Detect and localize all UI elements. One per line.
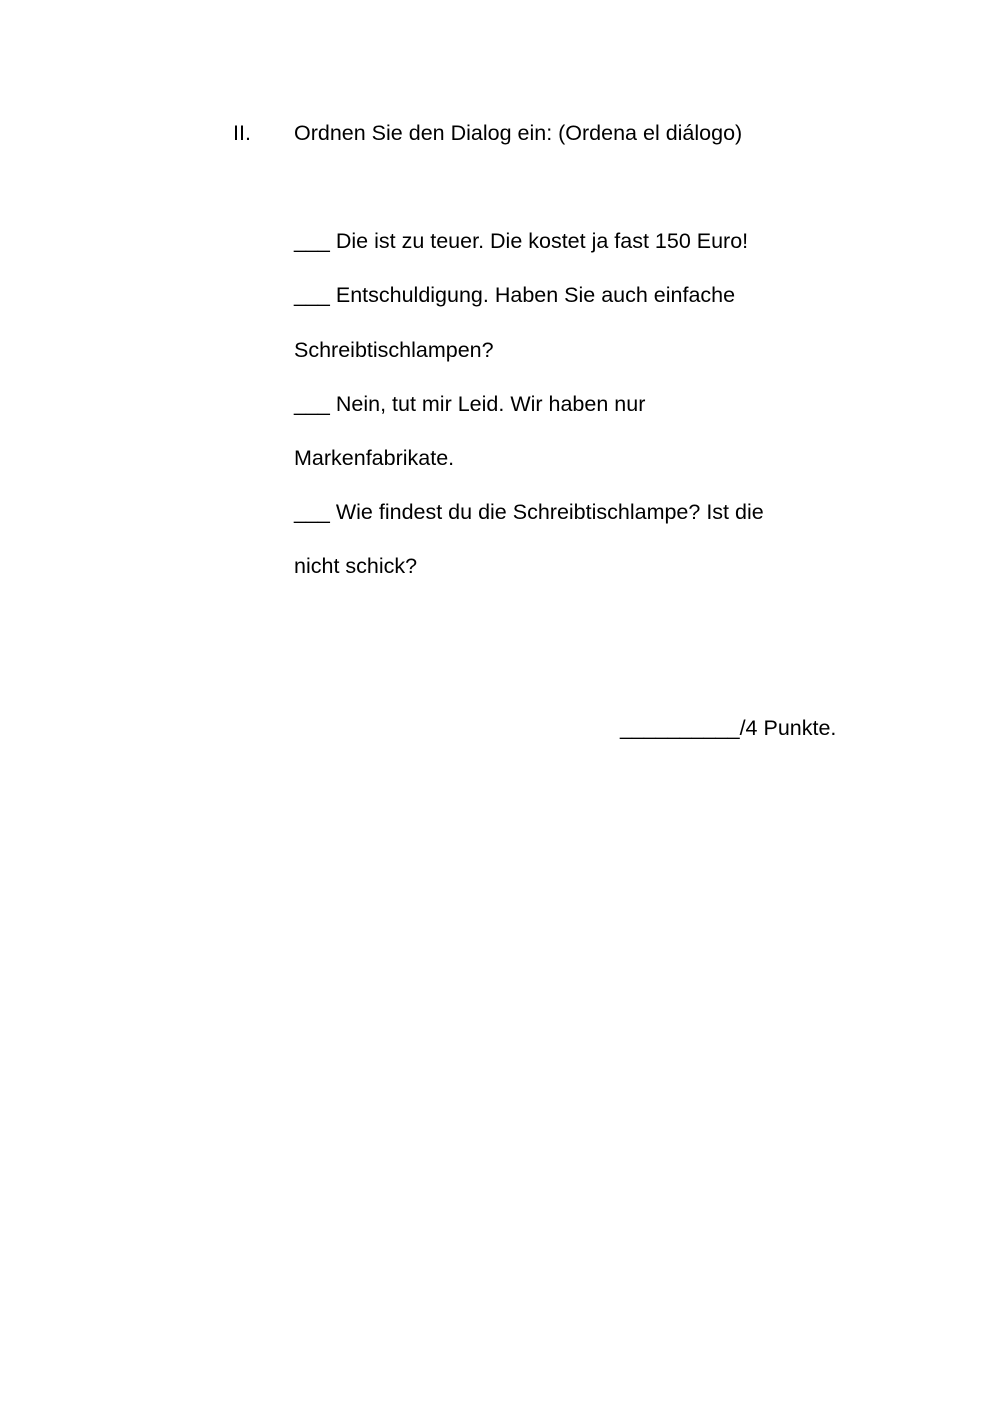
dialog-line-2-continuation: Schreibtischlampen? [294,338,494,362]
answer-blank-3[interactable]: ___ [294,392,330,416]
answer-blank-4[interactable]: ___ [294,500,330,524]
dialog-line-2 [294,282,735,308]
answer-blank-2[interactable]: ___ [294,283,330,307]
dialog-line-3-text: Nein, tut mir Leid. Wir haben nur [335,392,646,416]
section-number: II. [233,121,251,145]
section-heading: Ordnen Sie den Dialog ein: (Ordena el diálogo) [294,121,743,145]
answer-blank-1[interactable]: ___ [294,229,330,253]
dialog-line-3-continuation: Markenfabrikate. [294,446,455,470]
dialog-line-4-continuation: nicht schick? [294,554,418,578]
score-label: /4 Punkte. [739,716,837,740]
dialog-line-4-text: Wie findest du die Schreibtischlampe? Ist die [335,500,764,524]
score-line [620,715,836,741]
score-blank[interactable]: __________ [620,716,740,740]
dialog-line-1-text: Die ist zu teuer. Die kostet ja fast 150 Euro! [335,229,749,253]
dialog-line-2-text: Entschuldigung. Haben Sie auch einfache [335,283,736,307]
dialog-line-1 [294,228,748,254]
dialog-line-3 [294,391,645,417]
dialog-line-4 [294,499,764,525]
